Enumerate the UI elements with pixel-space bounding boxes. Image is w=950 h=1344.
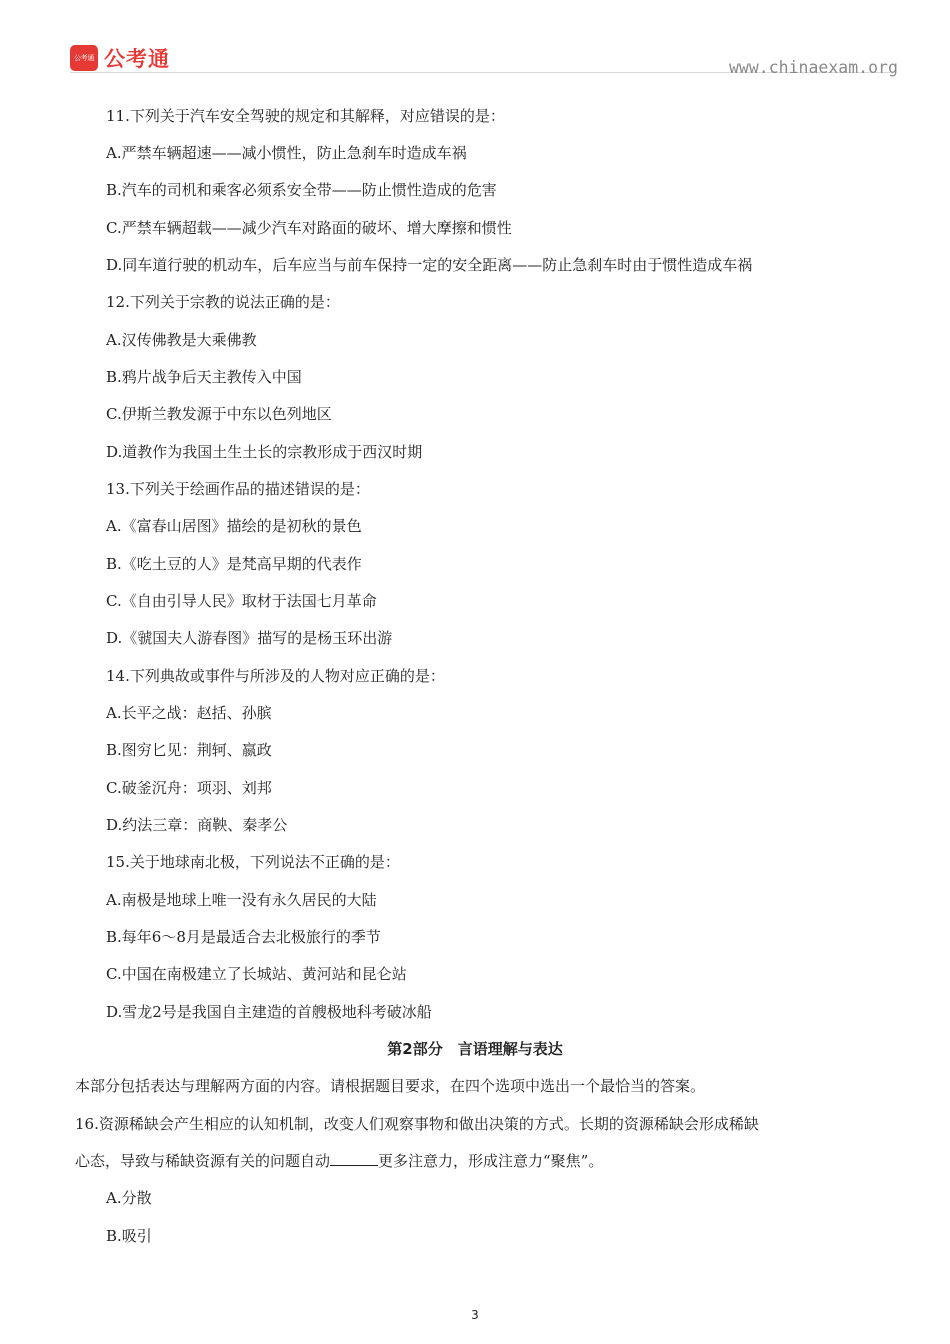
- option: A.分散: [106, 1189, 152, 1207]
- page-header: [0, 0, 950, 100]
- option: C.《自由引导人民》取材于法国七月革命: [106, 592, 377, 610]
- question-stem-continued: [75, 1151, 603, 1171]
- option: A.南极是地球上唯一没有永久居民的大陆: [106, 891, 377, 909]
- question-stem: 13.下列关于绘画作品的描述错误的是：: [106, 480, 370, 498]
- question-stem: 15.关于地球南北极，下列说法不正确的是：: [106, 853, 400, 871]
- option: B.吸引: [106, 1227, 152, 1245]
- option: A.《富春山居图》描绘的是初秋的景色: [106, 517, 362, 535]
- option: A.汉传佛教是大乘佛教: [106, 331, 257, 349]
- question-stem: 12.下列关于宗教的说法正确的是：: [106, 293, 340, 311]
- option: B.图穷匕见：荆轲、嬴政: [106, 741, 272, 759]
- option: D.同车道行驶的机动车，后车应当与前车保持一定的安全距离——防止急刹车时由于惯性造成车祸: [106, 256, 753, 274]
- stem-text: 更多注意力，形成注意力“聚焦”。: [378, 1152, 604, 1170]
- option: D.《虢国夫人游春图》描写的是杨玉环出游: [106, 629, 393, 647]
- stem-text: 心态，导致与稀缺资源有关的问题自动: [75, 1152, 331, 1170]
- logo-text: 公考通: [104, 47, 170, 71]
- section-title: 第2部分 言语理解与表达: [387, 1040, 563, 1058]
- option: C.破釜沉舟：项羽、刘邦: [106, 779, 272, 797]
- logo[interactable]: [70, 45, 170, 71]
- answer-blank: [330, 1151, 378, 1166]
- option: D.道教作为我国土生土长的宗教形成于西汉时期: [106, 443, 423, 461]
- option: B.每年6～8月是最适合去北极旅行的季节: [106, 928, 381, 946]
- option: D.雪龙2号是我国自主建造的首艘极地科考破冰船: [106, 1003, 432, 1021]
- question-stem: 11.下列关于汽车安全驾驶的规定和其解释，对应错误的是：: [106, 107, 505, 125]
- option: C.伊斯兰教发源于中东以色列地区: [106, 405, 332, 423]
- logo-badge-icon: 公考通: [70, 45, 98, 71]
- option: A.严禁车辆超速——减小惯性，防止急刹车时造成车祸: [106, 144, 467, 162]
- option: C.中国在南极建立了长城站、黄河站和昆仑站: [106, 965, 407, 983]
- option: B.汽车的司机和乘客必须系安全带——防止惯性造成的危害: [106, 181, 497, 199]
- section-intro: 本部分包括表达与理解两方面的内容。请根据题目要求，在四个选项中选出一个最恰当的答案。: [75, 1077, 706, 1095]
- page-number: 3: [471, 1308, 479, 1322]
- option: C.严禁车辆超载——减少汽车对路面的破坏、增大摩擦和惯性: [106, 219, 512, 237]
- question-stem: 14.下列典故或事件与所涉及的人物对应正确的是：: [106, 667, 445, 685]
- option: A.长平之战：赵括、孙膑: [106, 704, 272, 722]
- option: B.鸦片战争后天主教传入中国: [106, 368, 302, 386]
- option: D.约法三章：商鞅、秦孝公: [106, 816, 288, 834]
- option: B.《吃土豆的人》是梵高早期的代表作: [106, 555, 362, 573]
- site-url[interactable]: www.chinaexam.org: [729, 58, 898, 77]
- question-stem: 16.资源稀缺会产生相应的认知机制，改变人们观察事物和做出决策的方式。长期的资源稀缺会形成稀缺: [75, 1115, 759, 1133]
